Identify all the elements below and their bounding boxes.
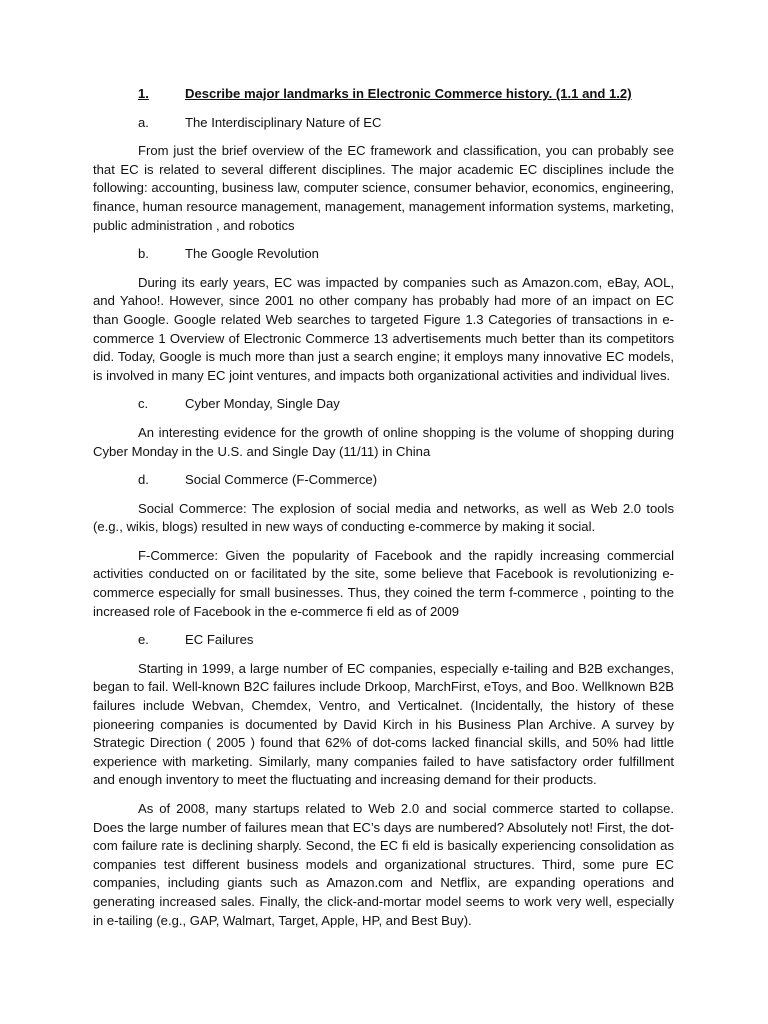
paragraph: Social Commerce: The explosion of social media and networks, as well as Web 2.0 tools (e.g., wikis, blogs) resulted in new ways of conducting e-commerce by making it social.	[93, 500, 674, 535]
section-title: EC Failures	[185, 632, 254, 648]
document-body	[93, 85, 674, 940]
paragraph: An interesting evidence for the growth of online shopping is the volume of shopping during Cyber Monday in the U.S. and Single Day (11/11) in China	[93, 424, 674, 459]
question-number: 1.	[138, 86, 149, 101]
paragraph: As of 2008, many startups related to Web 2.0 and social commerce started to collapse. Does the large number of failures mean that EC’s days are numbered? Absolutely not! First, the dot-com failure rate is declining sharply. Second, the EC fi eld is basically experiencing consolidation as companies test different business models and organizational structures. Third, some pure EC companies, including giants such as Amazon.com and Netflix, are expanding operations and generating increased sales. Finally, the click-and-mortar model seems to work very well, especially in e-tailing (e.g., GAP, Walmart, Target, Apple, HP, and Best Buy).	[93, 801, 674, 928]
paragraph: During its early years, EC was impacted by companies such as Amazon.com, eBay, AOL, and Yahoo!. However, since 2001 no other company has probably had more of an impact on EC than Google. Google related Web searches to targeted Figure 1.3 Categories of transactions in e-commerce 1 Overview of Electronic Commerce 13 advertisements much better than its competitors did. Today, Google is much more than just a search engine; it employs many innovative EC models, is involved in many EC joint ventures, and impacts both organizational activities and individual lives.	[93, 274, 674, 383]
section-c-heading	[93, 395, 674, 414]
section-letter: e.	[138, 632, 149, 648]
section-letter: d.	[138, 472, 149, 488]
question-text: Describe major landmarks in Electronic Commerce history. (1.1 and 1.2)	[185, 86, 632, 101]
paragraph: From just the brief overview of the EC framework and classification, you can probably see that EC is related to several different disciplines. The major academic EC disciplines include the following: accounting, business law, computer science, consumer behavior, economics, engineering, finance, human resource management, management, management information systems, marketing, public administration , and robotics	[93, 143, 674, 233]
paragraph: F-Commerce: Given the popularity of Facebook and the rapidly increasing commercial activities conducted on or facilitated by the site, some believe that Facebook is revolutionizing e-commerce especially for small businesses. Thus, they coined the term f-commerce , pointing to the increased role of Facebook in the e-commerce fi eld as of 2009	[93, 547, 674, 619]
section-d-heading	[93, 471, 674, 490]
section-title: Cyber Monday, Single Day	[185, 396, 340, 412]
section-e-heading	[93, 631, 674, 650]
section-title: The Google Revolution	[185, 246, 319, 262]
section-letter: c.	[138, 396, 149, 412]
section-letter: b.	[138, 246, 149, 262]
question-heading	[93, 85, 674, 104]
paragraph: Starting in 1999, a large number of EC companies, especially e-tailing and B2B exchanges, began to fail. Well-known B2C failures include Drkoop, MarchFirst, eToys, and Boo. Wellknown B2B failures include Webvan, Chemdex, Ventro, and Verticalnet. (Incidentally, the history of these pioneering companies is documented by David Kirch in his Business Plan Archive. A survey by Strategic Direction ( 2005 ) found that 62% of dot-coms lacked financial skills, and 50% had little experience with marketing. Similarly, many companies failed to have satisfactory order fulfillment and enough inventory to meet the fluctuating and increasing demand for their products.	[93, 660, 674, 788]
section-title: Social Commerce (F-Commerce)	[185, 472, 378, 488]
section-b-heading	[93, 245, 674, 264]
section-letter: a.	[138, 114, 149, 130]
section-a-heading	[93, 114, 674, 133]
section-title: The Interdisciplinary Nature of EC	[185, 114, 382, 130]
